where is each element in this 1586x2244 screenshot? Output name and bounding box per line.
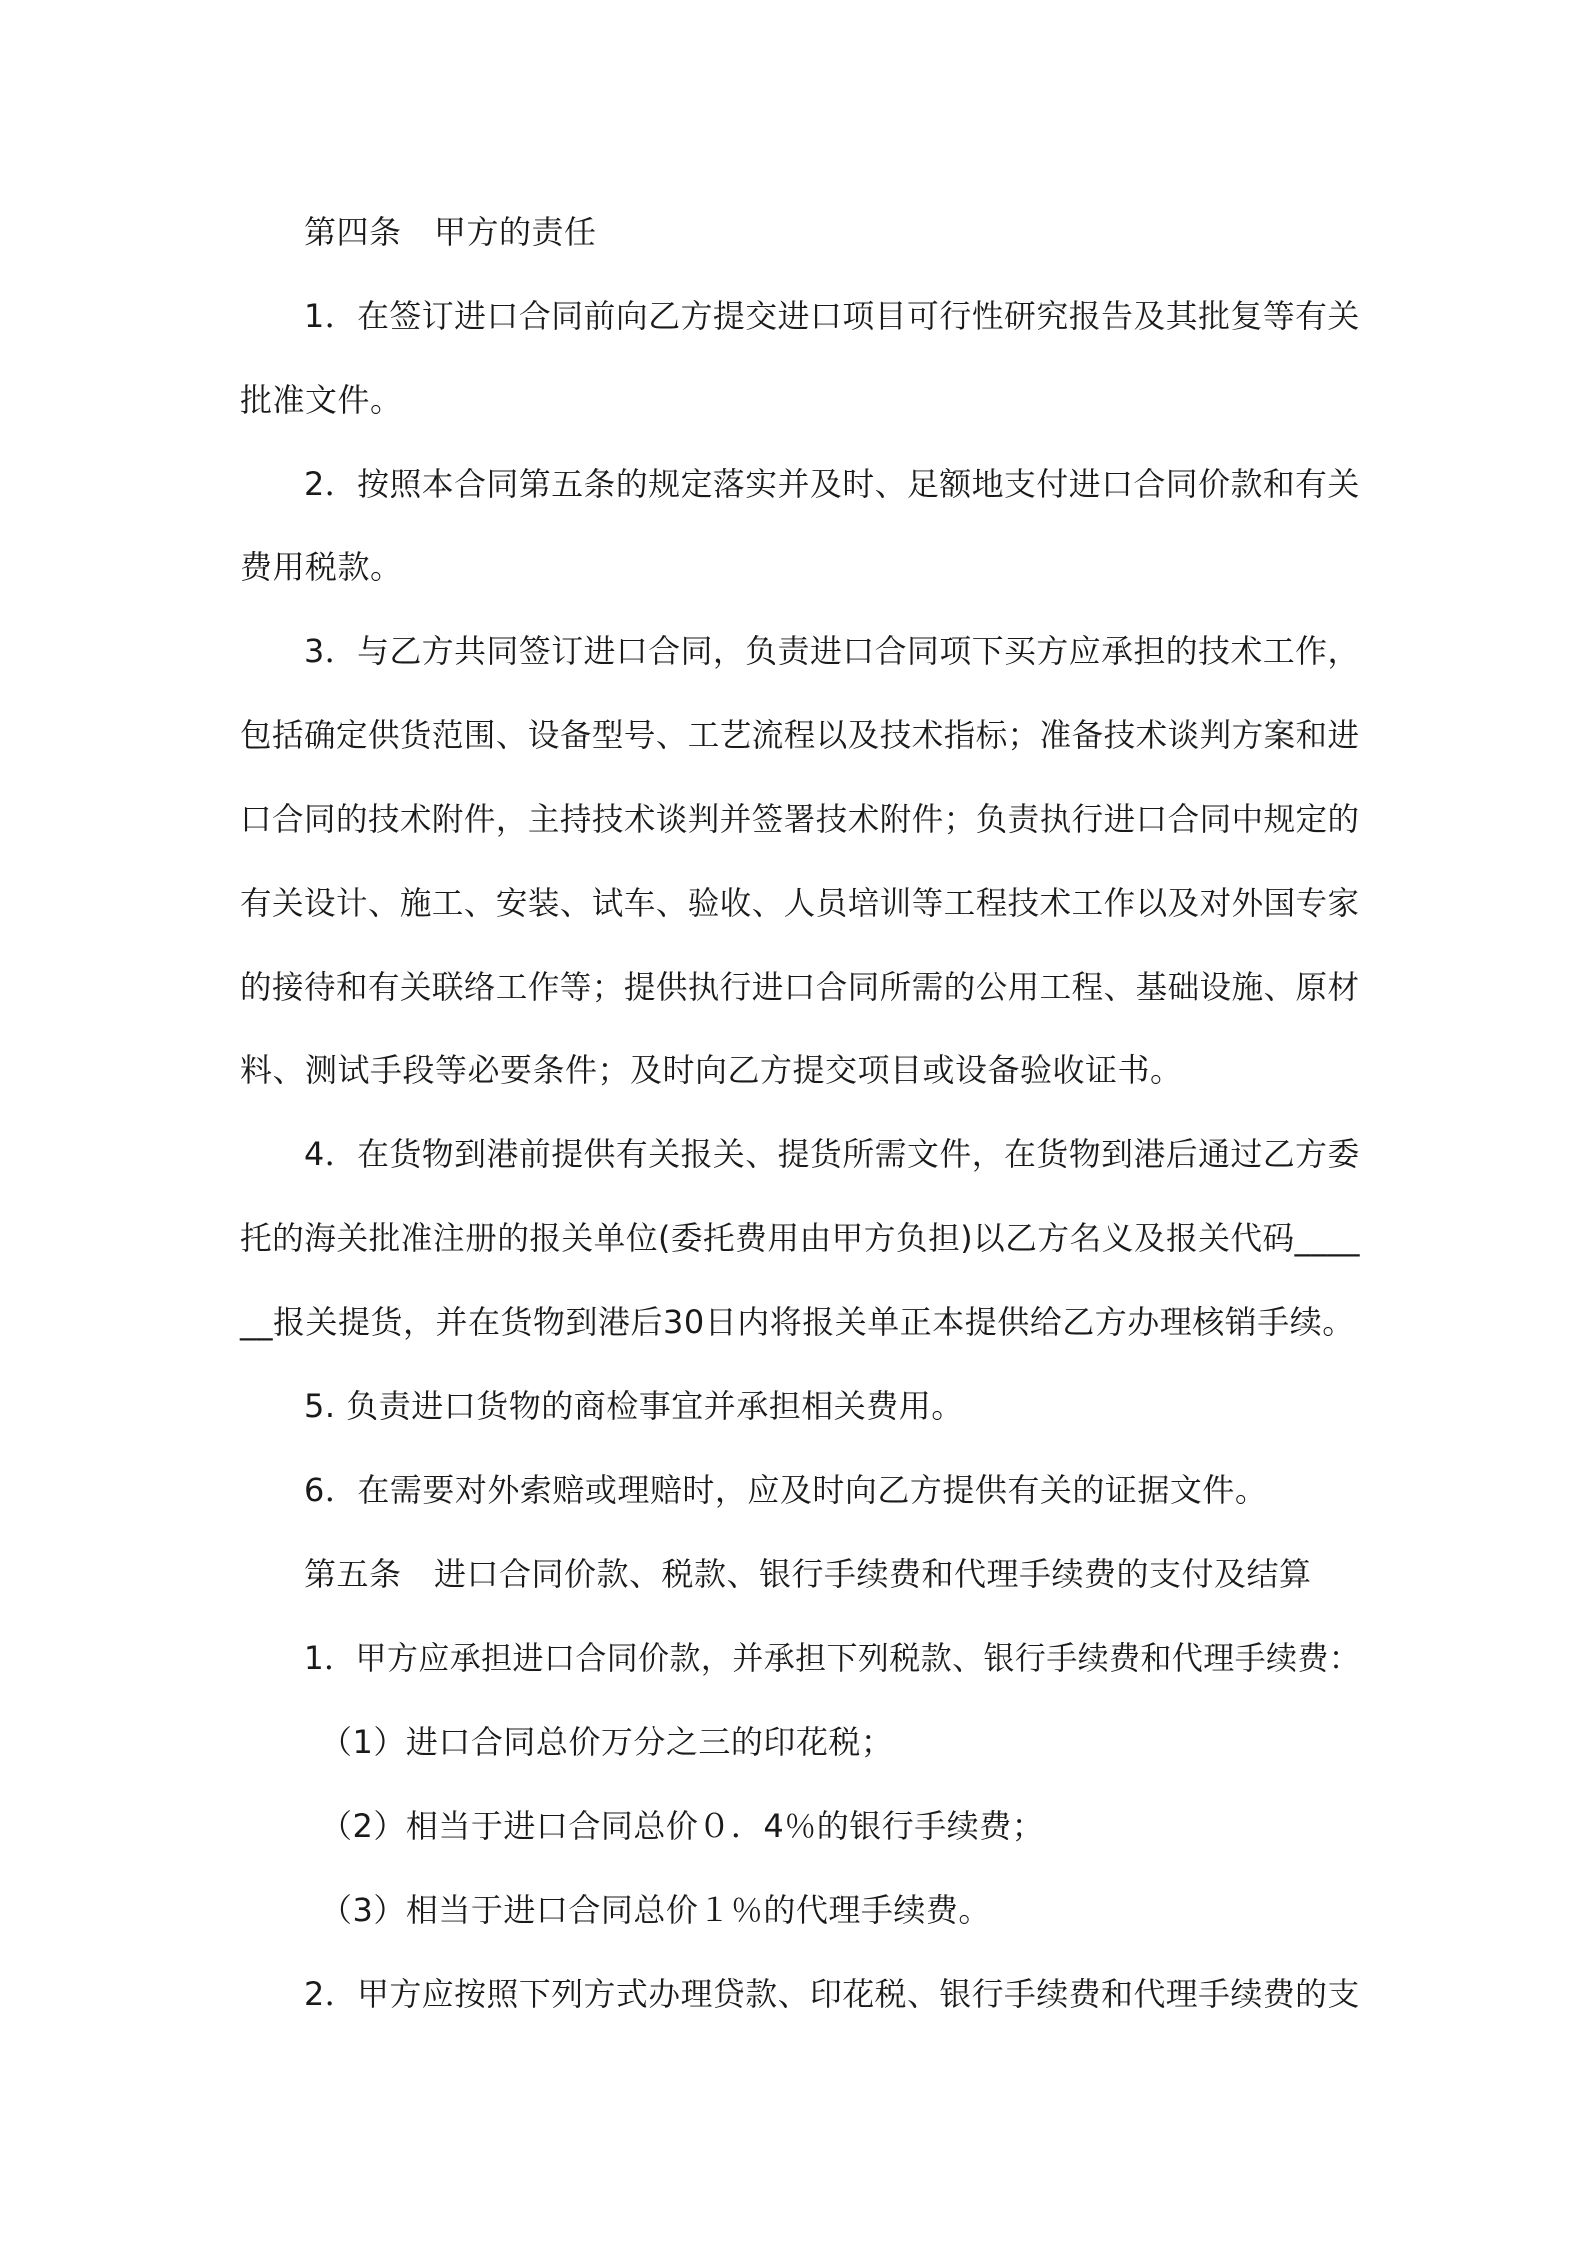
paragraph-line: 2．按照本合同第五条的规定落实并及时、足额地支付进口合同价款和有关	[304, 465, 1360, 503]
article-4-heading: 第四条 甲方的责任	[304, 213, 597, 251]
paragraph-line: 料、测试手段等必要条件；及时向乙方提交项目或设备验收证书。	[240, 1051, 1183, 1089]
paragraph-line: 有关设计、施工、安装、试车、验收、人员培训等工程技术工作以及对外国专家	[240, 884, 1360, 922]
paragraph-line: 1．甲方应承担进口合同价款，并承担下列税款、银行手续费和代理手续费：	[304, 1639, 1361, 1677]
article-5-heading: 第五条 进口合同价款、税款、银行手续费和代理手续费的支付及结算	[304, 1555, 1312, 1593]
paragraph-line: __报关提货，并在货物到港后30日内将报关单正本提供给乙方办理核销手续。	[240, 1303, 1355, 1341]
list-item: （1）进口合同总价万分之三的印花税；	[320, 1723, 894, 1761]
list-item: （3）相当于进口合同总价１％的代理手续费。	[320, 1891, 991, 1929]
paragraph-line: 托的海关批准注册的报关单位(委托费用由甲方负担)以乙方名义及报关代码____	[240, 1219, 1360, 1257]
paragraph-line: 费用税款。	[240, 548, 403, 586]
paragraph-line: 4．在货物到港前提供有关报关、提货所需文件，在货物到港后通过乙方委	[304, 1135, 1360, 1173]
paragraph-line: 2．甲方应按照下列方式办理贷款、印花税、银行手续费和代理手续费的支	[304, 1975, 1360, 2013]
paragraph-line: 批准文件。	[240, 381, 403, 419]
paragraph-line: 5. 负责进口货物的商检事宜并承担相关费用。	[304, 1387, 964, 1425]
paragraph-line: 的接待和有关联络工作等；提供执行进口合同所需的公用工程、基础设施、原材	[240, 968, 1360, 1006]
paragraph-line: 6．在需要对外索赔或理赔时，应及时向乙方提供有关的证据文件。	[304, 1471, 1268, 1509]
paragraph-line: 包括确定供货范围、设备型号、工艺流程以及技术指标；准备技术谈判方案和进	[240, 716, 1360, 754]
paragraph-line: 口合同的技术附件，主持技术谈判并签署技术附件；负责执行进口合同中规定的	[240, 800, 1360, 838]
paragraph-line: 1．在签订进口合同前向乙方提交进口项目可行性研究报告及其批复等有关	[304, 297, 1360, 335]
list-item: （2）相当于进口合同总价０．4％的银行手续费；	[320, 1807, 1045, 1845]
paragraph-line: 3．与乙方共同签订进口合同，负责进口合同项下买方应承担的技术工作，	[304, 632, 1360, 670]
